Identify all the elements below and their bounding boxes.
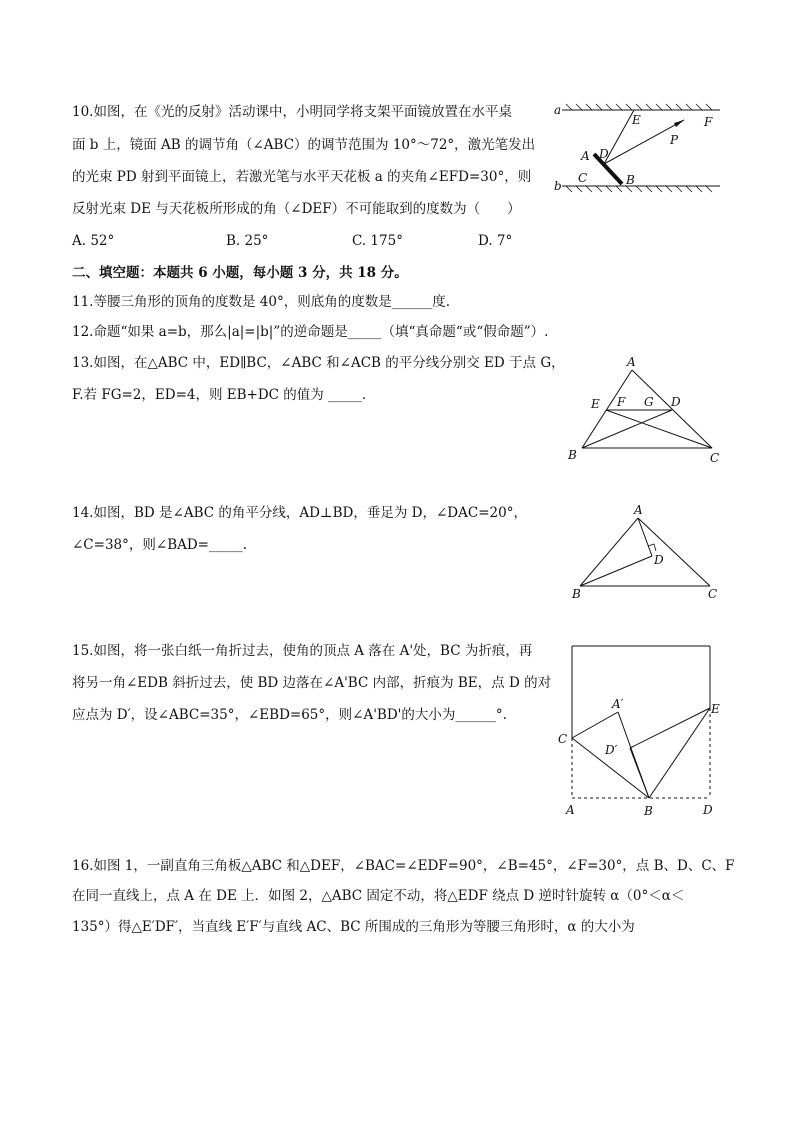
q15-line-1: 15.如图，将一张白纸一角折过去，使角的顶点 A 落在 A'处，BC 为折痕，再: [72, 643, 533, 659]
label-B: B: [644, 804, 653, 818]
label-D: D: [671, 395, 681, 409]
q10-line-3: 的光束 PD 射到平面镜上，若激光笔与水平天花板 a 的夹角∠EFD=30°，则: [72, 169, 532, 185]
label-D-prime: D′: [605, 743, 618, 757]
q15-line-2: 将另一角∠EDB 斜折过去，使 BD 边落在∠A'BC 内部，折痕为 BE，点 D 的对: [72, 675, 552, 691]
q10-mirror-figure: [548, 100, 728, 198]
label-D: D: [599, 147, 609, 161]
label-C: C: [710, 451, 720, 465]
q16-line-3: 135°）得△E′DF′，当直线 E′F′与直线 AC、BC 所围成的三角形为等腰三角形时，α 的大小为: [72, 919, 635, 935]
label-B: B: [626, 173, 635, 187]
q15-line-3: 应点为 D′，设∠ABC=35°，∠EBD=65°，则∠A'BD'的大小为______°.: [72, 707, 507, 723]
label-E: E: [591, 397, 600, 411]
q10-option-b: B. 25°: [226, 233, 269, 249]
label-A: A: [581, 149, 590, 163]
label-C: C: [578, 171, 588, 185]
q16-line-1: 16.如图 1，一副直角三角板△ABC 和△DEF，∠BAC=∠EDF=90°，∠B=45°，∠F=30°，点 B、D、C、F: [72, 858, 735, 874]
label-F: F: [704, 115, 713, 129]
label-C: C: [558, 732, 568, 746]
q10-line-2: 面 b 上，镜面 AB 的调节角（∠ABC）的调节范围为 10°～72°，激光笔发出: [72, 137, 536, 153]
q16-line-2: 在同一直线上，点 A 在 DE 上．如图 2，△ABC 固定不动，将△EDF 绕点 D 逆时针旋转 α（0°＜α＜: [72, 888, 685, 904]
label-A-prime: A′: [612, 697, 624, 711]
label-D: D: [654, 553, 664, 567]
label-A: A: [634, 503, 643, 517]
q14-triangle-figure: [562, 500, 732, 604]
q14-line-1: 14.如图，BD 是∠ABC 的角平分线，AD⊥BD，垂足为 D，∠DAC=20°，: [72, 505, 527, 521]
label-b: b: [554, 179, 562, 193]
label-B: B: [572, 587, 581, 601]
label-E: E: [632, 113, 641, 127]
label-E: E: [711, 702, 720, 716]
q10-line-4: 反射光束 DE 与天花板所形成的角（∠DEF）不可能取到的度数为（ ）: [72, 201, 521, 217]
q13-triangle-figure: [560, 354, 730, 466]
q12-text: 12.命题“如果 a=b，那么|a|=|b|”的逆命题是_____（填“真命题“或“假命题”）.: [72, 324, 549, 340]
q11-text: 11.等腰三角形的顶角的度数是 40°，则底角的度数是______度.: [72, 294, 450, 310]
section-fill-in-heading: 二、填空题：本题共 6 小题，每小题 3 分，共 18 分。: [72, 265, 408, 281]
label-G: G: [644, 395, 654, 409]
label-D: D: [703, 803, 713, 817]
q10-line-1: 10.如图，在《光的反射》活动课中，小明同学将支架平面镜放置在水平桌: [72, 104, 512, 120]
q10-option-d: D. 7°: [478, 233, 513, 249]
label-A: A: [566, 803, 575, 817]
label-C: C: [708, 587, 718, 601]
q10-option-c: C. 175°: [352, 233, 403, 249]
q13-line-2: F.若 FG=2，ED=4，则 EB+DC 的值为 _____.: [72, 387, 367, 403]
label-A: A: [627, 355, 636, 369]
q10-option-a: A. 52°: [72, 233, 115, 249]
label-F: F: [617, 395, 626, 409]
q14-line-2: ∠C=38°，则∠BAD=_____.: [72, 537, 248, 553]
label-a: a: [554, 103, 562, 117]
q13-line-1: 13.如图，在△ABC 中，ED∥BC，∠ABC 和∠ACB 的平分线分别交 ED 于点 G，: [72, 355, 565, 371]
q15-folding-figure: [552, 640, 732, 822]
label-B: B: [568, 448, 577, 462]
label-P: P: [670, 133, 679, 147]
